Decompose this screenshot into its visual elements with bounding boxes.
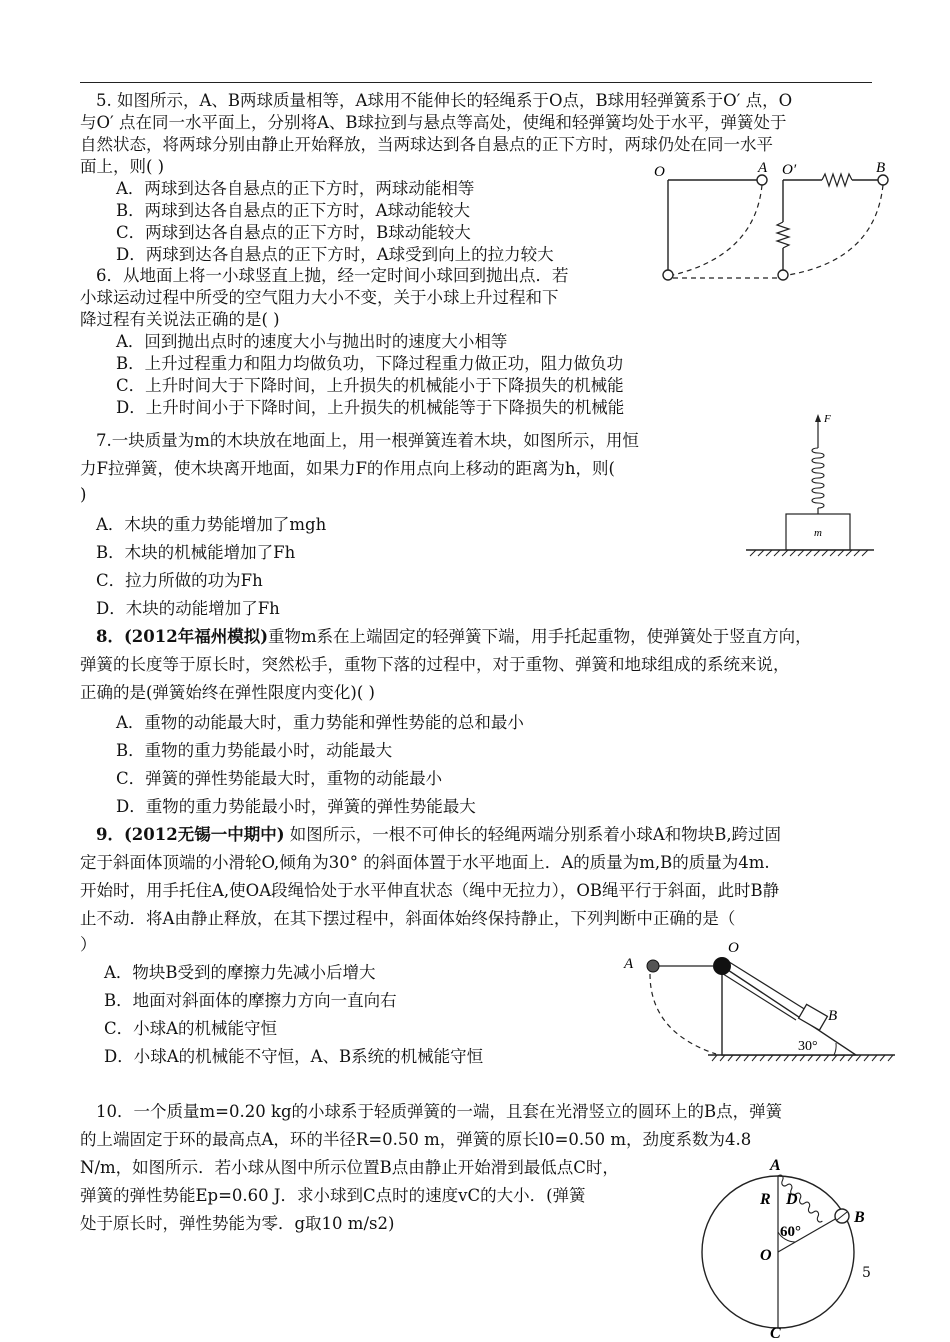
- q5-option-a: A．两球到达各自悬点的正下方时，两球动能相等: [116, 179, 475, 198]
- q10-ring-spring-figure: [700, 1152, 880, 1340]
- q8-option-d: D．重物的重力势能最小时，弹簧的弹性势能最大: [116, 797, 476, 816]
- q6-option-b: B．上升过程重力和阻力均做负功，下降过程重力做正功，阻力做负功: [116, 354, 624, 373]
- q5-fig-label-a: A: [758, 160, 768, 176]
- q5-fig-label-o: O: [654, 164, 665, 180]
- q7-option-c: C．拉力所做的功为Fh: [96, 571, 263, 590]
- q10-fig-label-r: R: [760, 1191, 771, 1208]
- q9-fig-label-o: O: [728, 940, 739, 956]
- q6-option-d: D．上升时间小于下降时间，上升损失的机械能等于下降损失的机械能: [116, 398, 625, 417]
- q5-option-c: C．两球到达各自悬点的正下方时，B球动能较大: [116, 223, 471, 242]
- q6-option-c: C．上升时间大于下降时间，上升损失的机械能小于下降损失的机械能: [116, 376, 624, 395]
- q10-fig-label-angle: 60°: [780, 1224, 801, 1240]
- q8-stem-first: 重物m系在上端固定的轻弹簧下端，用手托起重物，使弹簧处于竖直方向，: [268, 627, 812, 646]
- q9-stem-line-1: [96, 824, 781, 846]
- q10-stem-line-4: 弹簧的弹性势能Ep=0.60 J．求小球到C点时的速度vC的大小．(弹簧: [80, 1186, 586, 1205]
- q6-stem-line-1: 6．从地面上将一小球竖直上抛，经一定时间小球回到抛出点．若: [96, 266, 569, 285]
- q5-stem-line-2: 与O′ 点在同一水平面上，分别将A、B球拉到与悬点等高处，使绳和轻弹簧均处于水平，弹簧处于: [80, 113, 787, 132]
- q7-fig-label-m: m: [814, 527, 822, 539]
- q5-fig-label-o2: O′: [782, 162, 797, 178]
- q5-option-d: D．两球到达各自悬点的正下方时，A球受到向上的拉力较大: [116, 245, 554, 264]
- q6-stem-line-2: 小球运动过程中所受的空气阻力大小不变，关于小球上升过程和下: [80, 288, 559, 307]
- q9-stem-line-4: 止不动．将A由静止释放，在其下摆过程中，斜面体始终保持静止，下列判断中正确的是（: [80, 909, 736, 928]
- q6-stem-line-3: 降过程有关说法正确的是( ): [80, 310, 280, 329]
- q9-stem-first: 如图所示，一根不可伸长的轻绳两端分别系着小球A和物块B,跨过固: [284, 825, 782, 844]
- q9-option-a: A．物块B受到的摩擦力先减小后增大: [104, 963, 376, 982]
- q5-stem-line-4: 面上，则( ): [80, 157, 165, 176]
- header-rule: [80, 82, 872, 83]
- q9-fig-label-angle: 30°: [798, 1039, 818, 1054]
- q10-stem-line-1: 10．一个质量m=0.20 kg的小球系于轻质弹簧的一端，且套在光滑竖立的圆环上的B点，弹簧: [96, 1102, 783, 1121]
- q8-stem-line-3: 正确的是(弹簧始终在弹性限度内变化)( ): [80, 683, 375, 702]
- q7-option-d: D．木块的动能增加了Fh: [96, 599, 280, 618]
- q9-option-c: C．小球A的机械能守恒: [104, 1019, 278, 1038]
- q9-fig-label-b: B: [828, 1008, 838, 1024]
- q7-option-b: B．木块的机械能增加了Fh: [96, 543, 296, 562]
- q8-source-tag: 8．(2012年福州模拟): [96, 627, 269, 646]
- q8-stem-line-1: [96, 626, 812, 648]
- q5-stem-line-1: 5. 如图所示，A、B两球质量相等，A球用不能伸长的轻绳系于O点，B球用轻弹簧系于O′ 点，O: [96, 91, 793, 110]
- q9-incline-pulley-figure: [620, 942, 900, 1062]
- q10-fig-label-o: O: [760, 1247, 772, 1264]
- q7-stem-line-3: ): [80, 485, 87, 504]
- q9-option-d: D．小球A的机械能不守恒，A、B系统的机械能守恒: [104, 1047, 484, 1066]
- q9-stem-line-2: 定于斜面体顶端的小滑轮O,倾角为30° 的斜面体置于水平地面上．A的质量为m,B的质量为4m.: [80, 853, 770, 872]
- q7-stem-line-1: 7.一块质量为m的木块放在地面上，用一根弹簧连着木块，如图所示，用恒: [96, 431, 639, 450]
- page-number: 5: [862, 1265, 871, 1281]
- q9-stem-line-3: 开始时，用手托住A,使OA段绳恰处于水平伸直状态（绳中无拉力），OB绳平行于斜面，此时B静: [80, 881, 780, 900]
- q7-option-a: A．木块的重力势能增加了mgh: [96, 515, 327, 534]
- q5-stem-line-3: 自然状态，将两球分别由静止开始释放，当两球达到各自悬点的正下方时，两球仍处在同一水平: [80, 135, 773, 154]
- q6-option-a: A．回到抛出点时的速度大小与抛出时的速度大小相等: [116, 332, 508, 351]
- q7-spring-block-figure: [740, 408, 880, 563]
- q9-option-b: B．地面对斜面体的摩擦力方向一直向右: [104, 991, 397, 1010]
- q7-stem-line-2: 力F拉弹簧，使木块离开地面，如果力F的作用点向上移动的距离为h，则(: [80, 459, 615, 478]
- q5-fig-label-b: B: [876, 160, 886, 176]
- q8-option-a: A．重物的动能最大时，重力势能和弹性势能的总和最小: [116, 713, 524, 732]
- q7-fig-label-f: F: [824, 413, 831, 425]
- q10-stem-line-5: 处于原长时，弹性势能为零．g取10 m/s2): [80, 1214, 395, 1233]
- q9-stem-line-5: ）: [80, 935, 97, 954]
- q8-option-b: B．重物的重力势能最小时，动能最大: [116, 741, 393, 760]
- q8-option-c: C．弹簧的弹性势能最大时，重物的动能最小: [116, 769, 443, 788]
- q10-fig-label-a: A: [770, 1157, 781, 1174]
- q10-stem-line-2: 的上端固定于环的最高点A，环的半径R=0.50 m，弹簧的原长l0=0.50 m，劲度系数为4.8: [80, 1130, 752, 1149]
- q8-stem-line-2: 弹簧的长度等于原长时，突然松手，重物下落的过程中，对于重物、弹簧和地球组成的系统来说，: [80, 655, 790, 674]
- q9-source-tag: 9．(2012无锡一中期中): [96, 825, 285, 844]
- q10-stem-line-3: N/m，如图所示．若小球从图中所示位置B点由静止开始滑到最低点C时，: [80, 1158, 619, 1177]
- q10-fig-label-b: B: [854, 1209, 865, 1226]
- q10-fig-label-c: C: [770, 1325, 781, 1342]
- q10-fig-label-d: D: [786, 1191, 798, 1208]
- q9-fig-label-a: A: [624, 956, 634, 972]
- q5-pendulum-spring-figure: [650, 160, 900, 290]
- q5-option-b: B．两球到达各自悬点的正下方时，A球动能较大: [116, 201, 471, 220]
